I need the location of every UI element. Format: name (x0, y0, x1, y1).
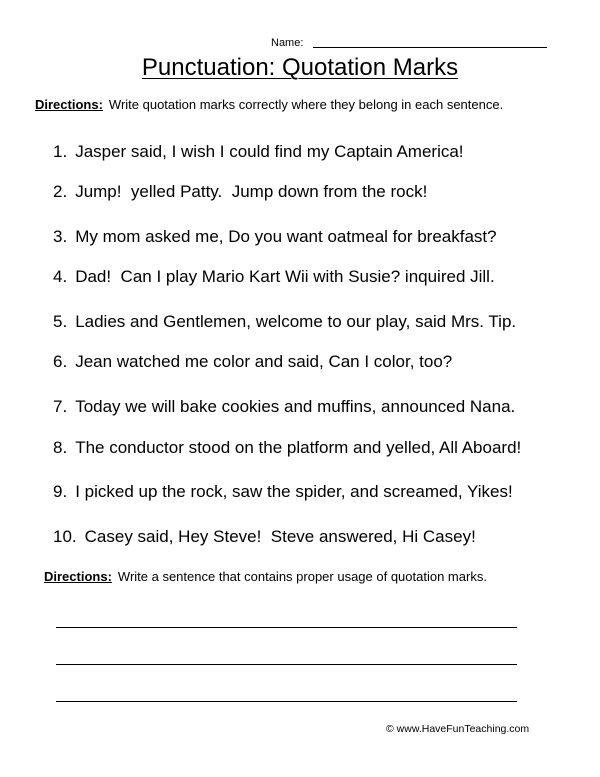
directions-bottom (44, 569, 487, 585)
directions-text: Write a sentence that contains proper usage of quotation marks. (117, 569, 487, 584)
sentence-text: Today we will bake cookies and muffins, announced Nana. (75, 397, 516, 416)
directions-label: Directions: (44, 569, 112, 584)
sentence-item (53, 227, 497, 247)
sentence-item (53, 527, 476, 547)
sentence-text: I picked up the rock, saw the spider, and screamed, Yikes! (75, 482, 513, 501)
answer-line[interactable] (56, 627, 517, 628)
sentence-item (53, 397, 515, 417)
sentence-item (53, 182, 427, 202)
directions-label: Directions: (35, 97, 103, 112)
sentence-text: Jasper said, I wish I could find my Captain America! (75, 142, 464, 161)
directions-text: Write quotation marks correctly where they belong in each sentence. (108, 97, 504, 112)
sentence-number: 8. (53, 438, 68, 457)
sentence-text: Casey said, Hey Steve! Steve answered, Hi Casey! (84, 527, 476, 546)
copyright-footer: © www.HaveFunTeaching.com (386, 723, 530, 735)
sentence-number: 1. (53, 142, 68, 161)
sentence-number: 7. (53, 397, 68, 416)
sentence-item (53, 352, 452, 372)
sentence-text: Dad! Can I play Mario Kart Wii with Susie? inquired Jill. (75, 267, 495, 286)
sentence-item (53, 267, 495, 287)
sentence-number: 10. (53, 527, 77, 546)
directions-top (35, 97, 503, 113)
sentence-number: 3. (53, 227, 68, 246)
sentence-item (53, 438, 521, 458)
name-label: Name: (271, 37, 304, 49)
sentence-text: The conductor stood on the platform and yelled, All Aboard! (75, 438, 522, 457)
answer-line[interactable] (56, 701, 517, 702)
name-field[interactable] (313, 47, 547, 48)
answer-line[interactable] (56, 664, 517, 665)
sentence-number: 5. (53, 312, 68, 331)
sentence-item (53, 142, 464, 162)
sentence-text: My mom asked me, Do you want oatmeal for breakfast? (75, 227, 497, 246)
sentence-text: Jump! yelled Patty. Jump down from the rock! (75, 182, 428, 201)
sentence-number: 6. (53, 352, 68, 371)
sentence-number: 9. (53, 482, 68, 501)
sentence-item (53, 482, 513, 502)
sentence-number: 2. (53, 182, 68, 201)
sentence-text: Jean watched me color and said, Can I color, too? (75, 352, 453, 371)
worksheet-title: Punctuation: Quotation Marks (141, 54, 459, 81)
sentence-text: Ladies and Gentlemen, welcome to our play, said Mrs. Tip. (75, 312, 517, 331)
sentence-item (53, 312, 516, 332)
sentence-number: 4. (53, 267, 68, 286)
